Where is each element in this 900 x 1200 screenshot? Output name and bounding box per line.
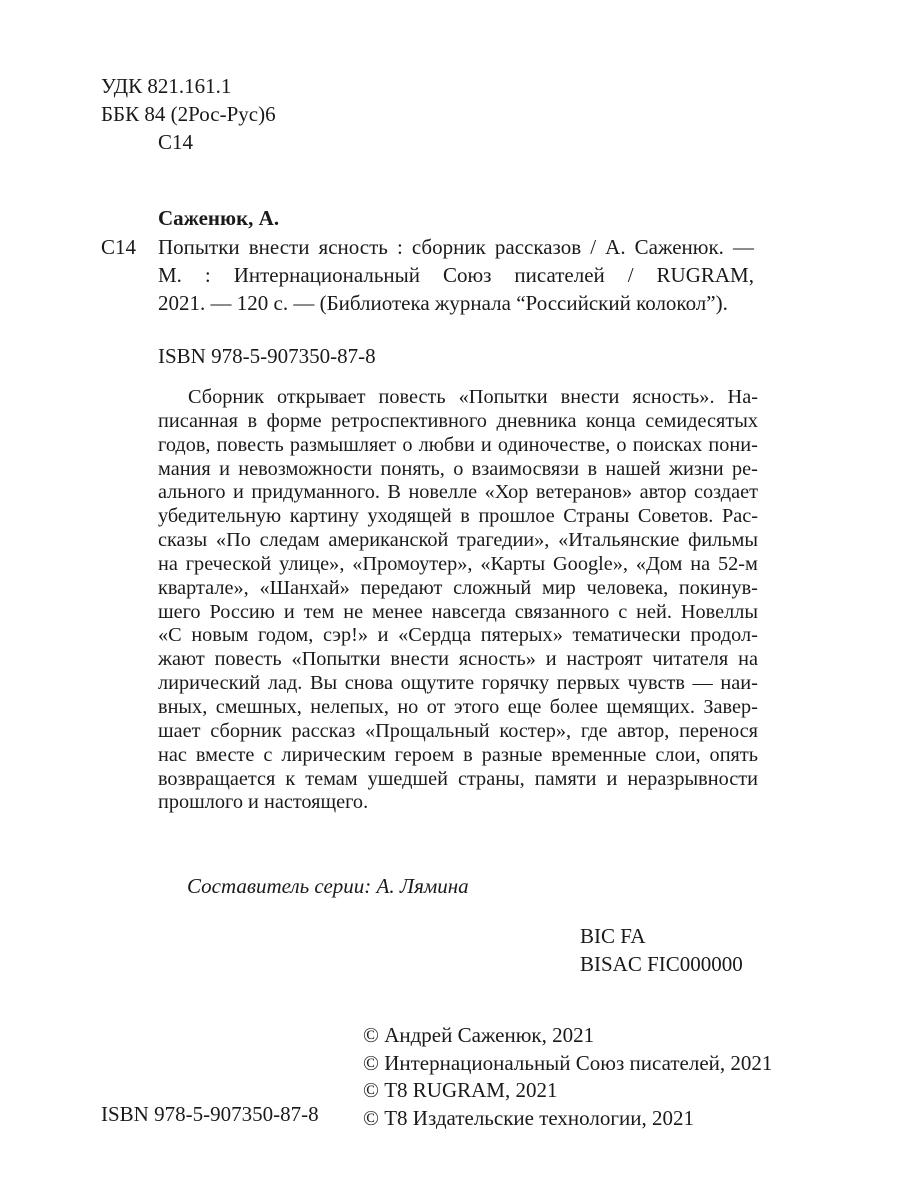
- word: на: [738, 648, 758, 671]
- word: фильмы: [688, 529, 758, 552]
- word: «По: [215, 529, 251, 552]
- word: разные: [481, 743, 543, 766]
- author-heading: Саженюк, А.: [158, 206, 280, 230]
- word: чувств: [627, 672, 685, 695]
- annotation-line: [158, 768, 758, 792]
- annotation-line: [158, 696, 758, 720]
- copyright-block: [363, 1022, 772, 1132]
- word: На-: [727, 386, 758, 408]
- word: «Попытки: [458, 386, 548, 408]
- word: с: [263, 743, 273, 766]
- word: продол-: [690, 624, 758, 647]
- word: к: [285, 767, 296, 790]
- annotation-line: [158, 410, 758, 434]
- word: придуманного.: [251, 481, 380, 504]
- word: Интернациональный: [233, 263, 421, 287]
- word: RUGRAM,: [656, 263, 754, 287]
- word: —: [733, 235, 754, 259]
- word: В: [387, 481, 401, 504]
- copyright-line: © Андрей Саженюк, 2021: [363, 1023, 595, 1047]
- word: «С: [158, 624, 182, 647]
- word: рассказов: [494, 235, 582, 259]
- word: сложный: [453, 576, 532, 599]
- word: рассказ: [291, 719, 356, 742]
- bic-code: BIC FA: [580, 924, 646, 948]
- word: любви: [418, 433, 475, 456]
- word: шает: [158, 719, 201, 742]
- word: щемящих.: [606, 695, 695, 718]
- word: Вы: [309, 672, 338, 695]
- word: мир: [541, 576, 576, 599]
- word: Страны: [563, 505, 630, 528]
- word: снова: [344, 672, 394, 695]
- word: Саженюк.: [634, 235, 724, 259]
- word: пони-: [708, 433, 758, 456]
- word: :: [396, 235, 403, 259]
- word: костер»,: [499, 719, 572, 742]
- subject-codes: [580, 922, 743, 978]
- word: /: [590, 235, 597, 259]
- word: А.: [605, 235, 626, 259]
- word: временные: [551, 743, 647, 766]
- word: и: [219, 457, 230, 480]
- word: годом,: [257, 624, 314, 647]
- word: новым: [191, 624, 249, 647]
- word: горячку: [481, 672, 550, 695]
- word: трагедии»,: [457, 529, 550, 552]
- udk-code: УДК 821.161.1: [101, 74, 232, 98]
- word: Завер-: [703, 695, 758, 718]
- word: вных,: [158, 695, 208, 718]
- word: греческой: [185, 552, 272, 575]
- bib-line: 2021. — 120 с. — (Библиотека журнала “Российский колокол”).: [158, 291, 728, 315]
- copyright-line: © Т8 RUGRAM, 2021: [363, 1078, 558, 1102]
- word: о: [453, 457, 464, 480]
- word: повесть: [214, 648, 282, 671]
- word: и: [606, 767, 618, 790]
- word: сэр!»: [322, 624, 368, 647]
- word: еще: [507, 695, 542, 718]
- annotation-line: [158, 529, 758, 553]
- word: «Шанхай»: [259, 576, 350, 599]
- annotation-line: [158, 744, 758, 768]
- word: читателя: [652, 648, 729, 671]
- word: ясность: [318, 235, 388, 259]
- word: опять: [709, 743, 758, 766]
- bibliographic-description: [158, 233, 754, 317]
- word: человека,: [586, 576, 669, 599]
- word: прошлое: [478, 505, 555, 528]
- word: от: [426, 695, 446, 718]
- word: «Итальянские: [558, 529, 680, 552]
- word: дневника: [496, 409, 577, 432]
- annotation-line: [158, 720, 758, 744]
- word: темам: [305, 767, 358, 790]
- word: сказы: [158, 529, 208, 552]
- word: на: [690, 552, 711, 575]
- word: «Хор: [484, 481, 529, 504]
- word: ретроспективного: [331, 409, 487, 432]
- word: ясность».: [632, 386, 715, 408]
- shelf-mark: С14: [101, 235, 137, 259]
- word: но: [397, 695, 419, 718]
- word: квартале»,: [158, 576, 249, 599]
- copyright-line: © Т8 Издательские технологии, 2021: [363, 1105, 694, 1130]
- word: одиночестве,: [497, 433, 611, 456]
- word: перенося: [679, 719, 758, 742]
- series-compiler: Составитель серии: А. Лямина: [187, 874, 469, 898]
- word: «Прощальный: [365, 719, 490, 742]
- annotation-line: [158, 577, 758, 601]
- word: убедительную: [158, 505, 282, 528]
- word: улице»,: [279, 552, 345, 575]
- word: картину: [289, 505, 359, 528]
- annotation-line: [158, 458, 758, 482]
- word: понять,: [380, 457, 445, 480]
- copyright-line: © Интернациональный Союз писателей, 2021: [363, 1050, 773, 1075]
- word: возвращается: [158, 767, 276, 790]
- word: ветеранов»: [535, 481, 633, 504]
- word: неразрывности: [627, 767, 758, 790]
- word: внести: [560, 386, 620, 408]
- word: более: [549, 695, 599, 718]
- word: «Карты: [480, 552, 546, 575]
- bbk-code: ББК 84 (2Рос-Рус)6: [101, 102, 276, 126]
- word: нелепых,: [310, 695, 389, 718]
- word: нашей: [605, 457, 661, 480]
- word: внести: [248, 235, 310, 259]
- word: не: [343, 600, 364, 623]
- annotation-line: [158, 481, 758, 505]
- annotation-line: [158, 553, 758, 577]
- word: наи-: [720, 672, 758, 695]
- bib-line: [158, 233, 754, 261]
- word: невозможности: [238, 457, 373, 480]
- bisac-code: BISAC FIC000000: [580, 952, 743, 976]
- word: на: [158, 552, 178, 575]
- word: и: [480, 433, 492, 456]
- word: сборник: [411, 235, 486, 259]
- word: 52-м: [718, 552, 758, 575]
- word: шего: [158, 600, 201, 623]
- annotation-line: [158, 434, 758, 458]
- word: нас: [158, 743, 187, 766]
- word: автор: [639, 481, 687, 504]
- word: памяти: [534, 767, 597, 790]
- word: страны,: [457, 767, 525, 790]
- annotation-line: [158, 601, 758, 625]
- annotation-line: [158, 386, 758, 410]
- word: мания: [158, 457, 211, 480]
- word: покинув-: [678, 576, 758, 599]
- word: Россию: [209, 600, 275, 623]
- word: американской: [328, 529, 449, 552]
- word: и: [232, 481, 244, 504]
- word: тематически: [572, 624, 681, 647]
- word: «Сердца: [398, 624, 472, 647]
- word: М.: [158, 263, 182, 287]
- annotation-line: [158, 505, 758, 529]
- word: с: [618, 600, 628, 623]
- word: в: [463, 743, 473, 766]
- word: пятерых»: [480, 624, 563, 647]
- word: в: [247, 409, 258, 432]
- word: ощутите: [400, 672, 475, 695]
- word: Новеллы: [680, 600, 758, 623]
- word: повесть: [216, 433, 284, 456]
- word: новелле: [408, 481, 478, 504]
- word: писанная: [158, 409, 238, 432]
- word: ясность»: [458, 648, 536, 671]
- word: «Промоутер»,: [352, 552, 473, 575]
- word: тем: [303, 600, 335, 623]
- word: взаимосвязи: [471, 457, 580, 480]
- word: лирическим: [281, 743, 386, 766]
- annotation-line: прошлого и настоящего.: [158, 791, 369, 814]
- word: в: [587, 457, 598, 480]
- word: ре-: [731, 457, 758, 480]
- isbn-footer: ISBN 978-5-907350-87-8: [101, 1102, 319, 1126]
- word: Google»,: [553, 552, 628, 575]
- word: уходящей: [367, 505, 452, 528]
- word: поисках: [632, 433, 703, 456]
- word: Рас-: [721, 505, 758, 528]
- word: Советов.: [637, 505, 714, 528]
- word: этого: [453, 695, 500, 718]
- word: писателей: [514, 263, 605, 287]
- word: автор,: [617, 719, 670, 742]
- word: жают: [158, 648, 205, 671]
- word: Сборник: [188, 386, 264, 408]
- word: лирический: [158, 672, 261, 695]
- word: Союз: [442, 263, 492, 287]
- author-sign: С14: [158, 130, 194, 154]
- word: —: [692, 672, 713, 695]
- annotation-line: [158, 672, 758, 696]
- word: о: [402, 433, 413, 456]
- word: жизни: [669, 457, 724, 480]
- word: о: [616, 433, 627, 456]
- word: Попытки: [158, 235, 240, 259]
- word: годов,: [158, 433, 211, 456]
- word: :: [204, 263, 211, 287]
- word: открывает: [276, 386, 366, 408]
- word: внести: [390, 648, 449, 671]
- word: ней.: [636, 600, 672, 623]
- isbn-record: ISBN 978-5-907350-87-8: [158, 344, 376, 368]
- word: где: [580, 719, 608, 742]
- annotation-line: [158, 648, 758, 672]
- word: менее: [372, 600, 423, 623]
- word: следам: [259, 529, 320, 552]
- word: вместе: [195, 743, 255, 766]
- word: первых: [556, 672, 621, 695]
- word: связанного: [514, 600, 610, 623]
- bib-line: [158, 261, 754, 289]
- word: «Дом: [635, 552, 683, 575]
- annotation: [158, 386, 758, 815]
- word: лад.: [267, 672, 303, 695]
- word: повесть: [378, 386, 446, 408]
- word: ушедшей: [367, 767, 448, 790]
- word: семидесятых: [645, 409, 758, 432]
- word: и: [545, 648, 557, 671]
- word: настроят: [566, 648, 643, 671]
- word: и: [377, 624, 389, 647]
- word: ального: [158, 481, 226, 504]
- word: «Попытки: [291, 648, 381, 671]
- word: навсегда: [431, 600, 506, 623]
- word: /: [627, 263, 634, 287]
- word: смешных,: [215, 695, 302, 718]
- word: и: [283, 600, 295, 623]
- word: форме: [266, 409, 322, 432]
- word: в: [460, 505, 470, 528]
- word: конца: [586, 409, 636, 432]
- word: передают: [360, 576, 443, 599]
- word: сборник: [210, 719, 282, 742]
- word: героем: [394, 743, 455, 766]
- word: создает: [694, 481, 758, 504]
- word: размышляет: [289, 433, 397, 456]
- annotation-line: [158, 624, 758, 648]
- word: слои,: [655, 743, 701, 766]
